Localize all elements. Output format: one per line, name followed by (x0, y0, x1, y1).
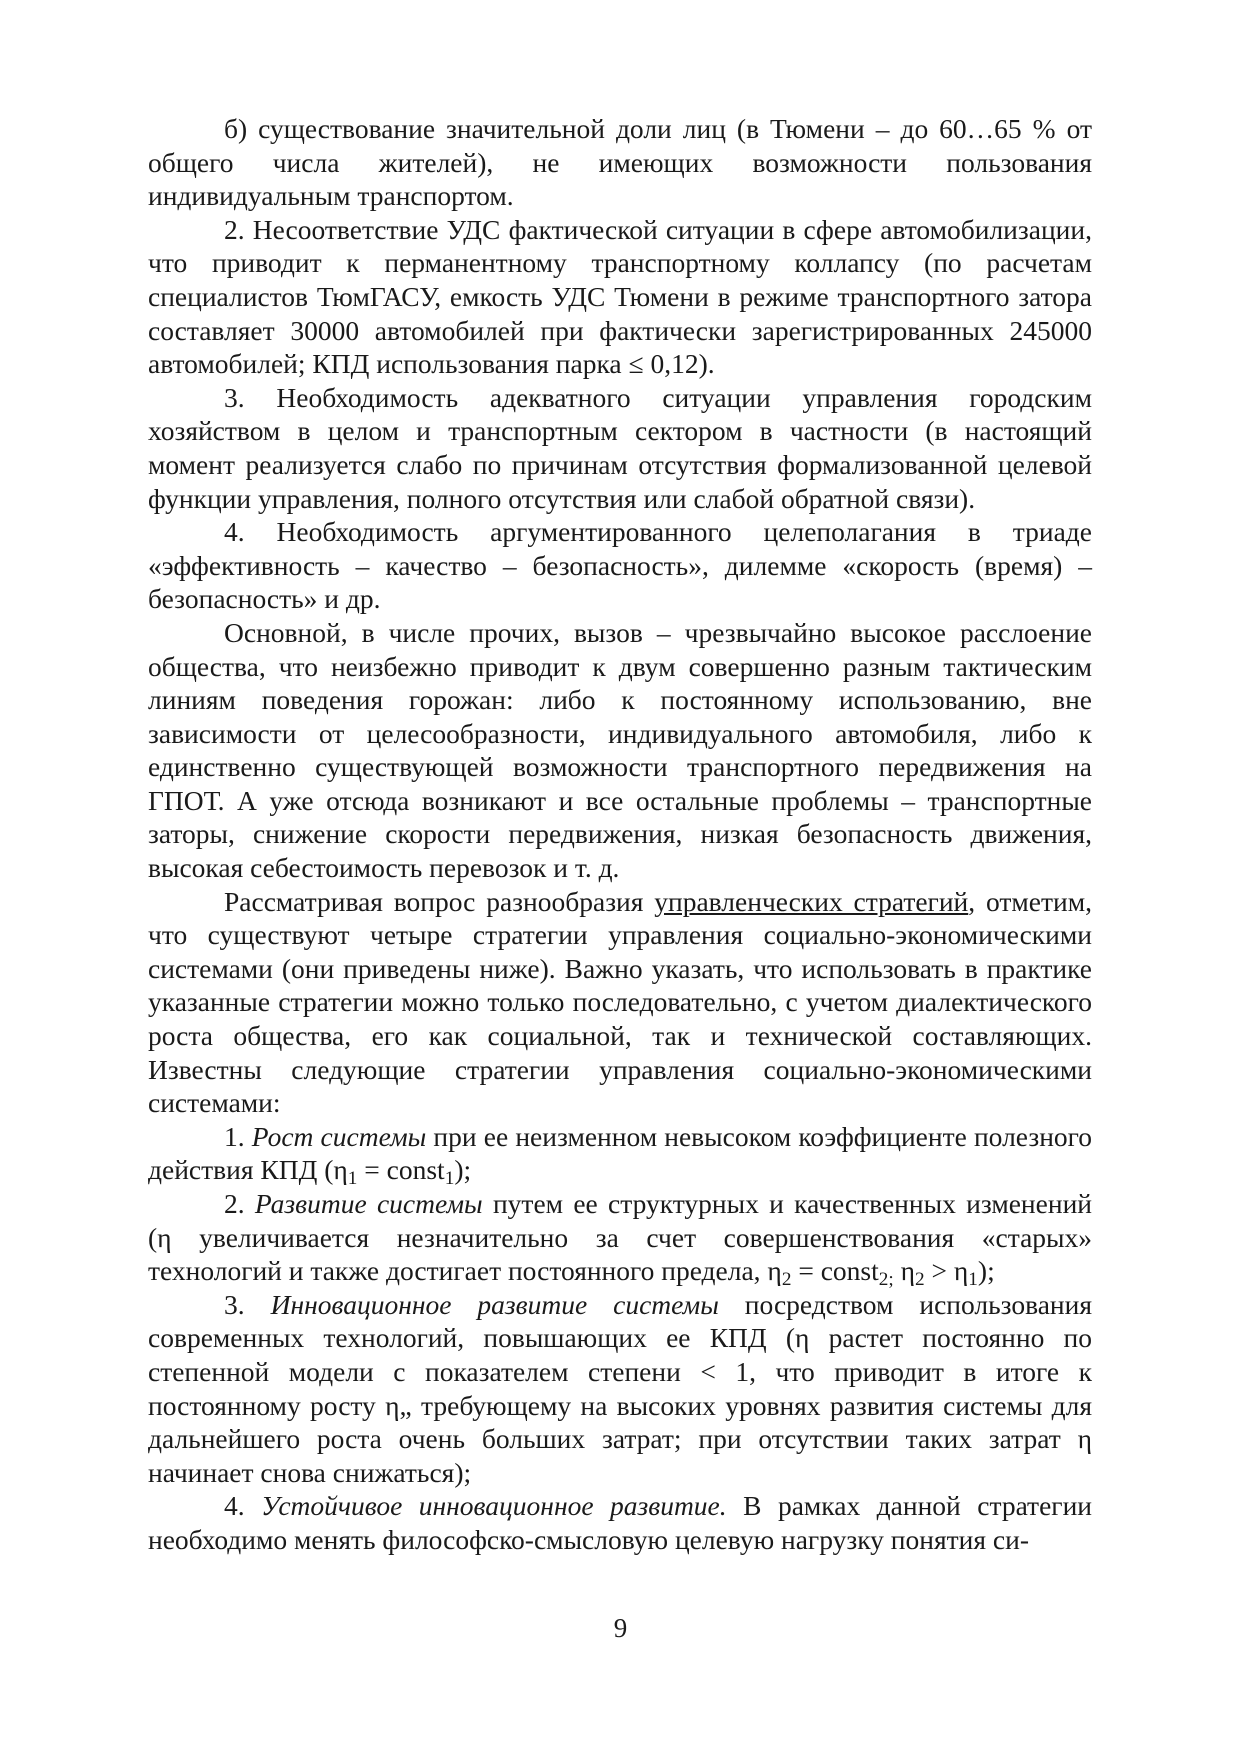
strategy-4-title: Устойчивое инновационное развитие. (261, 1490, 727, 1522)
page-number: 9 (613, 1613, 628, 1643)
strategy-3-title: Инновационное развитие системы (270, 1288, 719, 1320)
strategy-2: 2. Развитие системы путем ее структурных и качественных изменений (η увеличивается незначительно за счет совершенствования «старых» технологий и также достигает постоянного предела, $\eta_2$ = const$_{2;}$ $\eta_2 > \eta_1$); (148, 1188, 1092, 1290)
paragraph-b: б) существование значительной доли лиц (в Тюмени – до 60…65 % от общего числа жителей), не имеющих возможности пользования индивидуальным транспортом. (148, 113, 1092, 212)
strategy-1: 1. Рост системы при ее неизменном невысоком коэффициенте полезного действия КПД ($\eta_1$ = const$_1$); (148, 1120, 1093, 1190)
body-text (148, 112, 1092, 1557)
strategy-1-title: Рост системы (251, 1120, 427, 1152)
paragraph-strategies-intro: Рассматривая вопрос разнообразия управленческих стратегий, отметим, что существуют четыре стратегии управления социально-экономическими системами (они приведены ниже). Важно указать, что использовать в практике указанные стратегии можно только последовательно, с учетом диалектического роста общества, его как социальной, так и технической составляющих. Известны следующие стратегии управления социально-экономическими системами: (148, 885, 1092, 1119)
strategy-4: 4. Устойчивое инновационное развитие. В рамках данной стратегии необходимо менять философско-смысловую целевую нагрузку понятия си- (148, 1490, 1092, 1555)
paragraph-main-challenge: Основной, в числе прочих, вызов – чрезвычайно высокое расслоение общества, что неизбежно приводит к двум совершенно разным тактическим линиям поведения горожан: либо к постоянному использованию, вне зависимости от целесообразности, индивидуального автомобиля, либо к единственно существующей возможности транспортного передвижения на ГПОТ. А уже отсюда возникают и все остальные проблемы – транспортные заторы, снижение скорости передвижения, низкая безопасность движения, высокая себестоимость перевозок и т. д. (148, 616, 1092, 884)
paragraph-item-2: 2. Несоответствие УДС фактической ситуации в сфере автомобилизации, что приводит к перманентному транспортному коллапсу (по расчетам специалистов ТюмГАСУ, емкость УДС Тюмени в режиме транспортного затора составляет 30000 автомобилей при фактически зарегистрированных 245000 автомобилей; КПД использования парка ≤ 0,12). (148, 213, 1092, 380)
strategy-2-title: Развитие системы (254, 1188, 483, 1219)
paragraph-item-3: 3. Необходимость адекватного ситуации управления городским хозяйством в целом и транспортным сектором в частности (в настоящий момент реализуется слабо по причинам отсутствия формализованной целевой функции управления, полного отсутствия или слабой обратной связи). (148, 381, 1092, 514)
strategies-link[interactable]: управленческих стратегий (654, 885, 969, 917)
strategy-3: 3. Инновационное развитие системы посредством использования современных технологий, повышающих ее КПД (η растет постоянно по степенной модели с показателем степени < 1, что приводит в итоге к постоянному росту η„ требующему на высоких уровнях развития системы для дальнейшего роста очень больших затрат; при отсутствии таких затрат η начинает снова снижаться); (148, 1288, 1093, 1488)
paragraph-item-4: 4. Необходимость аргументированного целеполагания в триаде «эффективность – качество – безопасность», дилемме «скорость (время) – безопасность» и др. (148, 516, 1092, 615)
